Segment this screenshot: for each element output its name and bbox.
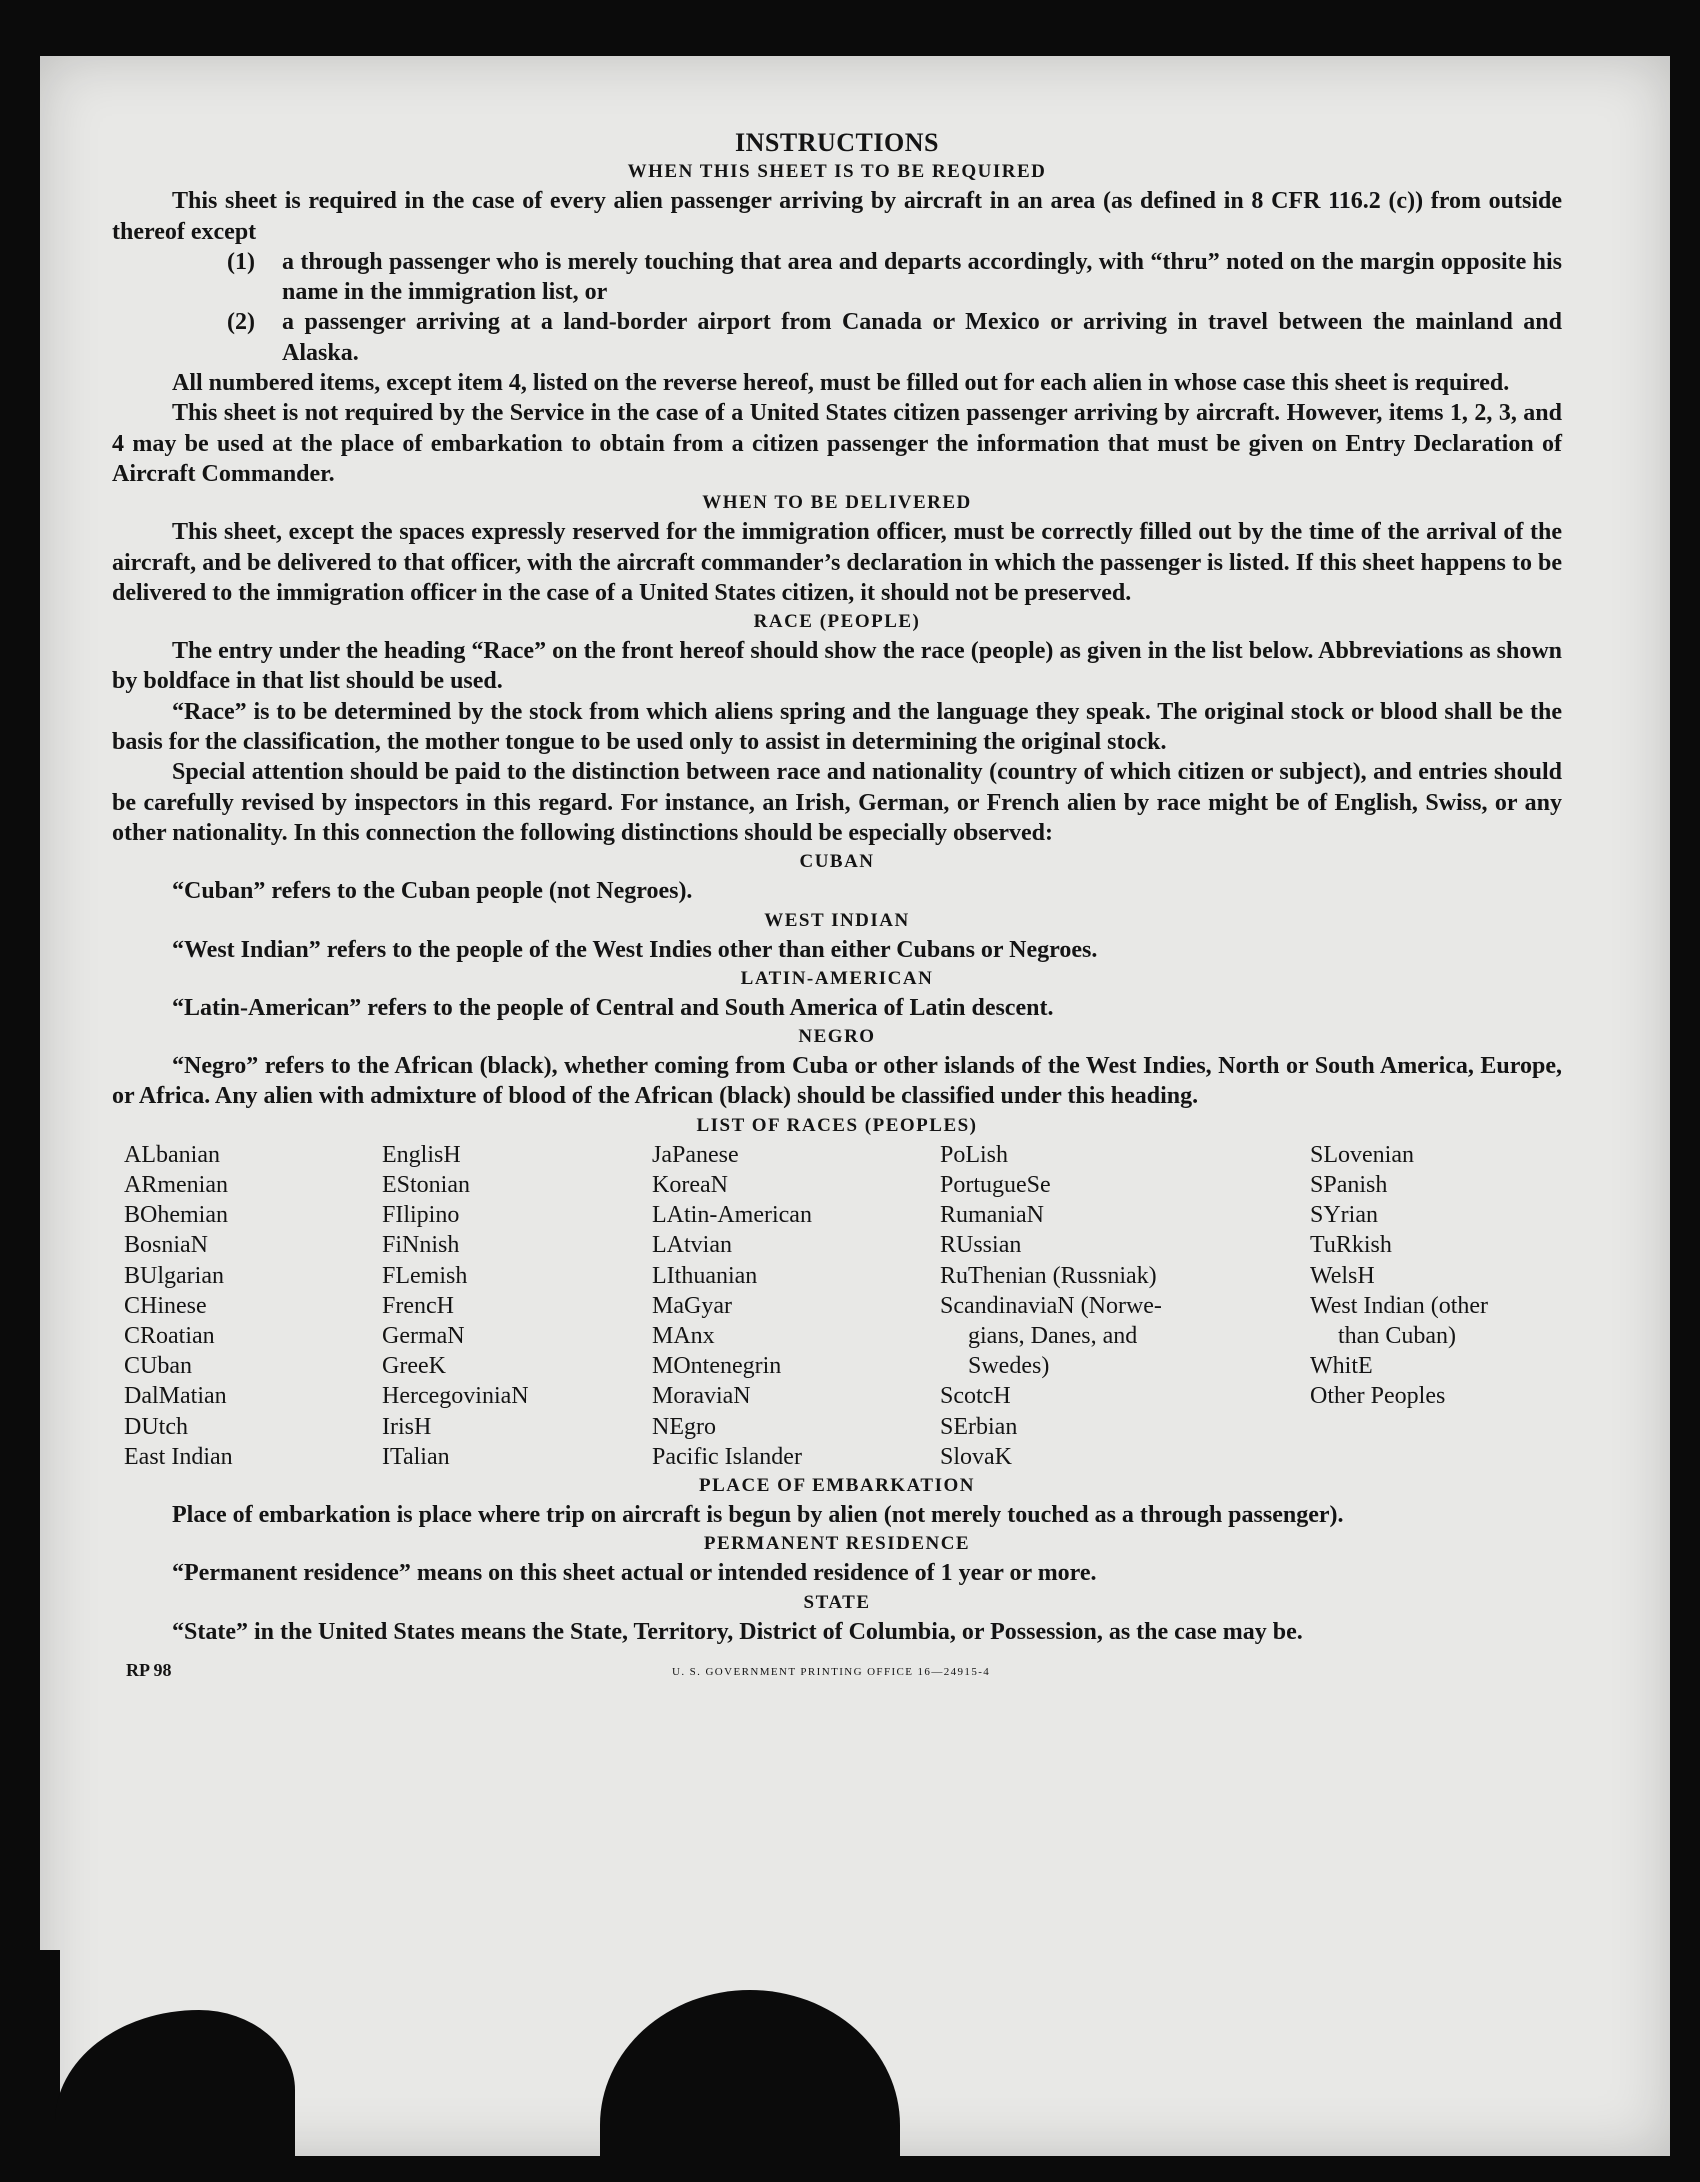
race-item: GreeK bbox=[382, 1353, 446, 1380]
race-item: than Cuban) bbox=[1338, 1322, 1456, 1349]
race-item: NEgro bbox=[652, 1413, 716, 1440]
paragraph: Special attention should be paid to the distinction between race and nationality (country of which citizen or subject), and entries should be carefully revised by inspectors in this regard. For instance, an Irish, German, or French alien by race might be of English, Swiss, or any other nationality. In this connection the following distinctions should be especially observed: bbox=[112, 759, 1562, 846]
race-item: MAnx bbox=[652, 1322, 715, 1349]
page-footer bbox=[112, 1655, 1562, 1695]
race-item: TuRkish bbox=[1310, 1232, 1392, 1259]
race-item: LIthuanian bbox=[652, 1262, 758, 1289]
section-heading: WHEN TO BE DELIVERED bbox=[702, 492, 972, 514]
paragraph: This sheet, except the spaces expressly reserved for the immigration officer, must be correctly filled out by the time of the arrival of the aircraft, and be delivered to that officer, with the aircraft commander’s declaration in which the passenger is listed. If this sheet happens to be delivered to the immigration officer in the case of a United States citizen, it should not be preserved. bbox=[112, 519, 1562, 606]
race-item: JaPanese bbox=[652, 1141, 739, 1168]
race-item: ScandinaviaN (Norwe- bbox=[940, 1292, 1162, 1319]
section-heading: WEST INDIAN bbox=[764, 909, 910, 931]
page-title: INSTRUCTIONS bbox=[735, 128, 939, 157]
race-item: EStonian bbox=[382, 1171, 470, 1198]
race-item: IrisH bbox=[382, 1413, 432, 1440]
race-item: SlovaK bbox=[940, 1443, 1012, 1470]
race-item: West Indian (other bbox=[1310, 1292, 1489, 1319]
race-item: gians, Danes, and bbox=[968, 1322, 1138, 1349]
section-heading: RACE (PEOPLE) bbox=[753, 611, 921, 633]
race-item: MoraviaN bbox=[652, 1383, 751, 1410]
race-item: LAtvian bbox=[652, 1232, 732, 1259]
paragraph: “State” in the United States means the State, Territory, District of Columbia, or Possession, as the case may be. bbox=[172, 1618, 1303, 1645]
race-item: ARmenian bbox=[124, 1171, 228, 1198]
race-item: GermaN bbox=[382, 1322, 465, 1349]
race-item: BosniaN bbox=[124, 1232, 208, 1259]
races-column bbox=[124, 1140, 382, 1472]
race-item: East Indian bbox=[124, 1443, 233, 1470]
race-item: SPanish bbox=[1310, 1171, 1388, 1198]
race-item: SYrian bbox=[1310, 1202, 1378, 1229]
race-item: Other Peoples bbox=[1310, 1383, 1446, 1410]
race-item: EnglisH bbox=[382, 1141, 461, 1168]
section-heading: STATE bbox=[803, 1591, 871, 1613]
section-heading: LIST OF RACES (PEOPLES) bbox=[696, 1114, 978, 1136]
paragraph: This sheet is required in the case of every alien passenger arriving by aircraft in an area (as defined in 8 CFR 116.2 (c)) from outside thereof except bbox=[112, 188, 1562, 245]
race-item: DalMatian bbox=[124, 1383, 227, 1410]
paragraph: “Latin-American” refers to the people of Central and South America of Latin descent. bbox=[172, 994, 1054, 1021]
race-item: FLemish bbox=[382, 1262, 468, 1289]
race-item: Pacific Islander bbox=[652, 1443, 802, 1470]
paragraph: “Negro” refers to the African (black), whether coming from Cuba or other islands of the West Indies, North or South America, Europe, or Africa. Any alien with admixture of blood of the African (black) should be classified under this heading. bbox=[112, 1053, 1562, 1110]
races-column bbox=[382, 1140, 652, 1472]
race-item: CRoatian bbox=[124, 1322, 215, 1349]
race-item: SLovenian bbox=[1310, 1141, 1414, 1168]
section-heading: WHEN THIS SHEET IS TO BE REQUIRED bbox=[627, 161, 1047, 183]
race-item: ALbanian bbox=[124, 1141, 220, 1168]
race-item: KoreaN bbox=[652, 1171, 728, 1198]
section-heading: CUBAN bbox=[799, 851, 875, 873]
printer-imprint: U. S. GOVERNMENT PRINTING OFFICE 16—24915-4 bbox=[672, 1665, 991, 1678]
race-item: WhitE bbox=[1310, 1353, 1373, 1380]
race-item: PortugueSe bbox=[940, 1171, 1051, 1198]
section-heading: PERMANENT RESIDENCE bbox=[703, 1533, 971, 1555]
race-item: MOntenegrin bbox=[652, 1353, 782, 1380]
race-item: MaGyar bbox=[652, 1292, 732, 1319]
paragraph: “West Indian” refers to the people of the West Indies other than either Cubans or Negroes. bbox=[172, 936, 1098, 963]
race-item: RUssian bbox=[940, 1232, 1022, 1259]
paragraph: “Race” is to be determined by the stock from which aliens spring and the language they speak. The original stock or blood shall be the basis for the classification, the mother tongue to be used only to assist in determining the original stock. bbox=[112, 698, 1562, 756]
race-item: ScotcH bbox=[940, 1383, 1011, 1410]
race-item: LAtin-American bbox=[652, 1202, 812, 1229]
races-column bbox=[1310, 1140, 1562, 1472]
paragraph: All numbered items, except item 4, listed on the reverse hereof, must be filled out for each alien in whose case this sheet is required. bbox=[172, 370, 1510, 397]
race-item: FrencH bbox=[382, 1292, 454, 1319]
race-item: CHinese bbox=[124, 1292, 207, 1319]
race-item: WelsH bbox=[1310, 1262, 1375, 1289]
race-item: FIlipino bbox=[382, 1202, 460, 1229]
race-item: PoLish bbox=[940, 1141, 1009, 1168]
race-item: SErbian bbox=[940, 1413, 1018, 1440]
race-item: RuThenian (Russniak) bbox=[940, 1262, 1157, 1289]
section-heading: NEGRO bbox=[798, 1026, 876, 1048]
list-item: (1) a through passenger who is merely touching that area and departs accordingly, with “thru” noted on the margin opposite his name in the immigration list, or bbox=[227, 248, 1562, 306]
race-item: ITalian bbox=[382, 1443, 450, 1470]
races-column bbox=[940, 1140, 1310, 1472]
race-item: Swedes) bbox=[968, 1353, 1050, 1380]
instructions-content bbox=[112, 128, 1562, 1695]
paragraph: Place of embarkation is place where trip on aircraft is begun by alien (not merely touched as a through passenger). bbox=[172, 1501, 1344, 1528]
paragraph: “Permanent residence” means on this sheet actual or intended residence of 1 year or more. bbox=[172, 1560, 1097, 1587]
race-item: DUtch bbox=[124, 1413, 188, 1440]
race-item: RumaniaN bbox=[940, 1202, 1044, 1229]
race-item: CUban bbox=[124, 1353, 192, 1380]
list-item: (2) a passenger arriving at a land-border airport from Canada or Mexico or arriving in travel between the mainland and Alaska. bbox=[227, 309, 1562, 366]
races-list bbox=[112, 1140, 1562, 1472]
paragraph: “Cuban” refers to the Cuban people (not Negroes). bbox=[172, 878, 693, 905]
race-item: HercegoviniaN bbox=[382, 1383, 529, 1410]
race-item: FiNnish bbox=[382, 1232, 460, 1259]
section-heading: PLACE OF EMBARKATION bbox=[699, 1474, 975, 1496]
paragraph: This sheet is not required by the Service in the case of a United States citizen passenger arriving by aircraft. However, items 1, 2, 3, and 4 may be used at the place of embarkation to obtain from a citizen passenger the information that must be given on Entry Declaration of Aircraft Commander. bbox=[112, 400, 1562, 487]
race-item: BUlgarian bbox=[124, 1262, 224, 1289]
form-number: RP 98 bbox=[126, 1659, 172, 1680]
race-item: BOhemian bbox=[124, 1202, 228, 1229]
races-column bbox=[652, 1140, 940, 1472]
section-heading: LATIN-AMERICAN bbox=[740, 967, 934, 989]
paragraph: The entry under the heading “Race” on the front hereof should show the race (people) as given in the list below. Abbreviations as shown by boldface in that list should be used. bbox=[112, 638, 1562, 695]
